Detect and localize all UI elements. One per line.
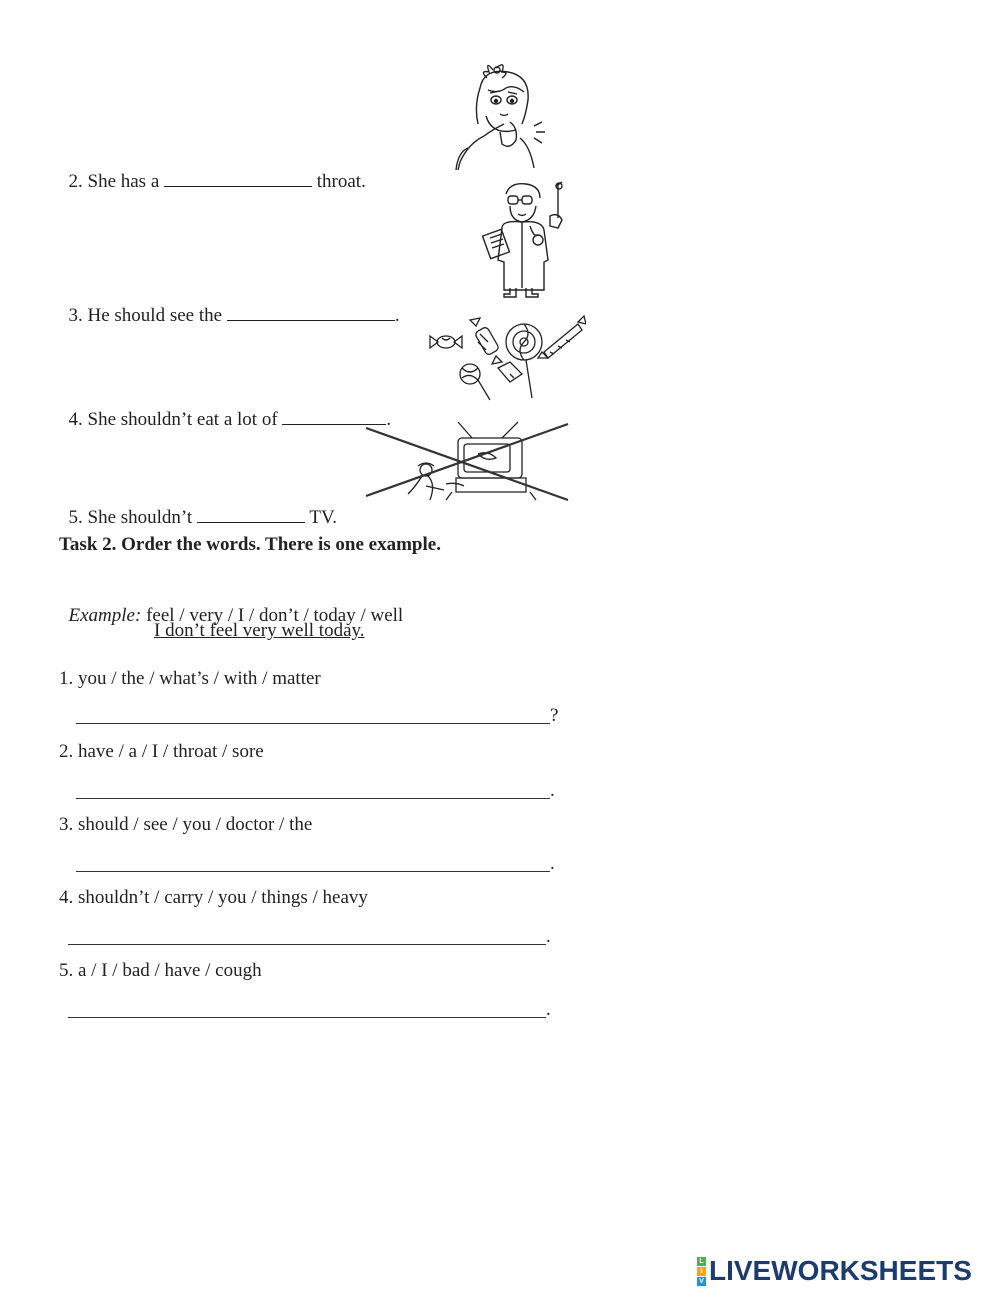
order-item-5-end: . <box>546 999 551 1020</box>
exercise-4 <box>59 386 391 431</box>
exercise-text: He should see the <box>87 305 223 326</box>
exercise-number: 4. <box>68 409 83 430</box>
exercise-text: throat. <box>316 171 366 192</box>
exercise-text: She has a <box>87 171 160 192</box>
answer-blank[interactable] <box>164 170 312 187</box>
task2-title: Task 2. Order the words. There is one example. <box>59 534 441 555</box>
example-label: Example: <box>68 605 142 626</box>
example-answer: I don’t feel very well today. <box>154 620 365 641</box>
exercise-text: . <box>386 409 392 430</box>
exercise-text: . <box>394 305 400 326</box>
liveworksheets-logo <box>697 1255 972 1287</box>
logo-mark-i: I <box>697 1267 706 1276</box>
exercise-number: 2. <box>68 171 83 192</box>
doctor-illustration <box>480 180 580 300</box>
order-item-2-end: . <box>550 780 555 801</box>
exercise-number: 5. <box>68 507 83 528</box>
girl-sore-throat-illustration <box>448 60 568 172</box>
order-item-3-end: . <box>550 853 555 874</box>
answer-blank[interactable] <box>197 506 305 523</box>
exercise-5 <box>59 484 337 529</box>
order-item-5-prompt: 5. a / I / bad / have / cough <box>59 960 262 981</box>
example-words: feel / very / I / don’t / today / well <box>146 605 404 626</box>
exercise-3 <box>59 282 400 327</box>
watching-tv-crossed-illustration <box>362 420 572 504</box>
order-item-4-prompt: 4. shouldn’t / carry / you / things / heavy <box>59 887 368 908</box>
answer-blank[interactable] <box>227 304 395 321</box>
order-item-1-answer-line[interactable] <box>76 723 550 724</box>
order-item-4-end: . <box>546 926 551 947</box>
exercise-text: She shouldn’t eat a lot of <box>87 409 278 430</box>
candy-illustration <box>426 312 586 404</box>
logo-mark-l: L <box>697 1257 706 1266</box>
exercise-2 <box>59 148 366 193</box>
order-item-4-answer-line[interactable] <box>68 944 546 945</box>
order-item-5-answer-line[interactable] <box>68 1017 546 1018</box>
exercise-text: TV. <box>309 507 337 528</box>
order-item-3-prompt: 3. should / see / you / doctor / the <box>59 814 313 835</box>
exercise-number: 3. <box>68 305 83 326</box>
order-item-3-answer-line[interactable] <box>76 871 550 872</box>
logo-mark-v: V <box>697 1277 706 1286</box>
order-item-2-prompt: 2. have / a / I / throat / sore <box>59 741 264 762</box>
order-item-2-answer-line[interactable] <box>76 798 550 799</box>
order-item-1-prompt: 1. you / the / what’s / with / matter <box>59 668 321 689</box>
logo-mark-icon <box>697 1257 706 1286</box>
order-item-1-end: ? <box>550 705 559 726</box>
logo-text: LIVEWORKSHEETS <box>709 1255 972 1286</box>
exercise-text: She shouldn’t <box>87 507 193 528</box>
